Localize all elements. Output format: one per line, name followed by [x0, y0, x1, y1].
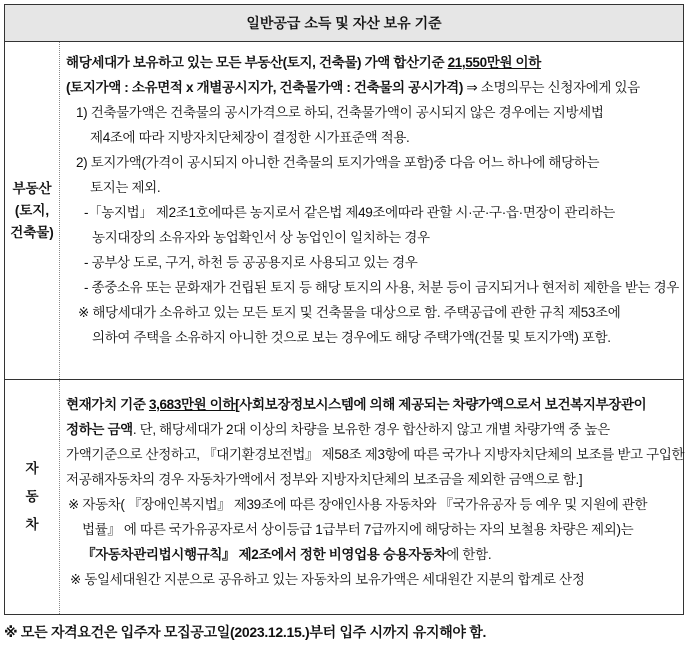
- threshold-amount: 21,550만원 이하: [447, 55, 541, 70]
- text-segment: -「농지법」 제2조1호에따른 농지로서 같은법 제49조에따라 관할 시·군·구·읍·면장이 관리하는: [84, 205, 615, 220]
- text-segment: 『자동차관리법시행규칙』 제2조에서 정한 비영업용 승용자동차: [82, 547, 447, 562]
- text-line: [66, 225, 679, 250]
- text-segment: 의하여 주택을 소유하지 아니한 것으로 보는 경우에도 해당 주택가액(건물 및 토지가액) 포함.: [92, 330, 611, 345]
- footnote: ※ 모든 자격요건은 입주자 모집공고일(2023.12.15.)부터 입주 시까지 유지해야 함.: [4, 624, 487, 640]
- section-label-line: (토지,: [14, 202, 50, 218]
- text-segment: 2) 토지가액(가격이 공시되지 아니한 건축물의 토지가액을 포함)중 다음 어느 하나에 해당하는: [76, 155, 600, 170]
- text-segment: 제4조에 따라 지방자치단체장이 결정한 시가표준액 적용.: [90, 130, 410, 145]
- text-line: [66, 300, 679, 325]
- text-line: [66, 150, 679, 175]
- text-segment: ※ 자동차( 『장애인복지법』 제39조에 따른 장애인사용 자동차와 『국가유공자 등 예우 및 지원에 관한: [68, 497, 648, 512]
- text-segment: 현재가치 기준: [66, 397, 149, 412]
- text-line: [66, 567, 684, 592]
- text-line: [66, 517, 684, 542]
- text-segment: 1) 건축물가액은 건축물의 공시가격으로 하되, 건축물가액이 공시되지 않은 경우에는 지방세법: [76, 105, 604, 120]
- section-label-line: 자: [25, 461, 39, 476]
- text-segment: - 종중소유 또는 문화재가 건립된 토지 등 해당 토지의 사용, 처분 등이 금지되거나 현저히 제한을 받는 경우: [84, 280, 679, 295]
- text-line: [66, 125, 679, 150]
- vehicle-section: [5, 380, 683, 614]
- text-segment: ⇒ 소명의무는 신청자에게 있음: [463, 80, 640, 95]
- text-segment: 에 한함.: [446, 547, 492, 562]
- text-line: [66, 492, 684, 517]
- text-line: [66, 392, 684, 417]
- table-title: 일반공급 소득 및 자산 보유 기준: [5, 5, 683, 42]
- text-segment: - 공부상 도로, 구거, 하천 등 공공용지로 사용되고 있는 경우: [84, 255, 418, 270]
- text-line: [66, 275, 679, 300]
- text-segment: 토지는 제외.: [90, 180, 161, 195]
- section-label-line: 부동산: [12, 180, 52, 196]
- text-line: [66, 75, 679, 100]
- text-line: [66, 100, 679, 125]
- text-segment: 농지대장의 소유자와 농업확인서 상 농업인이 일치하는 경우: [92, 230, 430, 245]
- income-asset-criteria-table: [4, 4, 684, 615]
- text-segment: [사회보장정보시스템에 의해 제공되는 차량가액으로서 보건복지부장관이: [235, 397, 647, 412]
- text-line: [66, 325, 679, 350]
- text-segment: 법률』 에 따른 국가유공자로서 상이등급 1급부터 7급까지에 해당하는 자의 보철용 차량은 제외)는: [82, 522, 634, 537]
- section-label-line: 동: [25, 489, 39, 504]
- text-segment: (토지가액 : 소유면적 x 개별공시지가, 건축물가액 : 건축물의 공시가격): [66, 80, 464, 95]
- text-line: [66, 417, 684, 442]
- real-estate-section: [5, 42, 683, 380]
- text-line: [66, 442, 684, 467]
- text-line: [66, 175, 679, 200]
- text-line: [66, 467, 684, 492]
- text-segment: 해당세대가 보유하고 있는 모든 부동산(토지, 건축물) 가액 합산기준: [66, 55, 448, 70]
- section-label-line: 차: [25, 517, 39, 532]
- text-segment: ※ 동일세대원간 지분으로 공유하고 있는 자동차의 보유가액은 세대원간 지분의 합계로 산정: [70, 572, 585, 587]
- text-segment: 정하는 금액: [66, 422, 133, 437]
- text-line: [66, 542, 684, 567]
- text-segment: ※ 해당세대가 소유하고 있는 모든 토지 및 건축물을 대상으로 함. 주택공급에 관한 규칙 제53조에: [78, 305, 621, 320]
- text-segment: 저공해자동차의 경우 자동차가액에서 정부와 지방자치단체의 보조금을 제외한 금액으로 함.]: [66, 472, 583, 487]
- section-label: [5, 380, 60, 614]
- section-body: [60, 380, 689, 614]
- threshold-amount: 3,683만원 이하: [148, 397, 236, 412]
- text-segment: . 단, 해당세대가 2대 이상의 차량을 보유한 경우 합산하지 않고 개별 차량가액 중 높은: [132, 422, 610, 437]
- text-line: [66, 50, 679, 75]
- section-body: [60, 42, 685, 379]
- section-label-line: 건축물): [10, 224, 54, 240]
- text-line: [66, 200, 679, 225]
- text-segment: 가액기준으로 산정하고, 『대기환경보전법』 제58조 제3항에 따른 국가나 지방자치단체의 보조를 받고 구입한: [66, 447, 685, 462]
- section-label: [5, 42, 60, 379]
- text-line: [66, 250, 679, 275]
